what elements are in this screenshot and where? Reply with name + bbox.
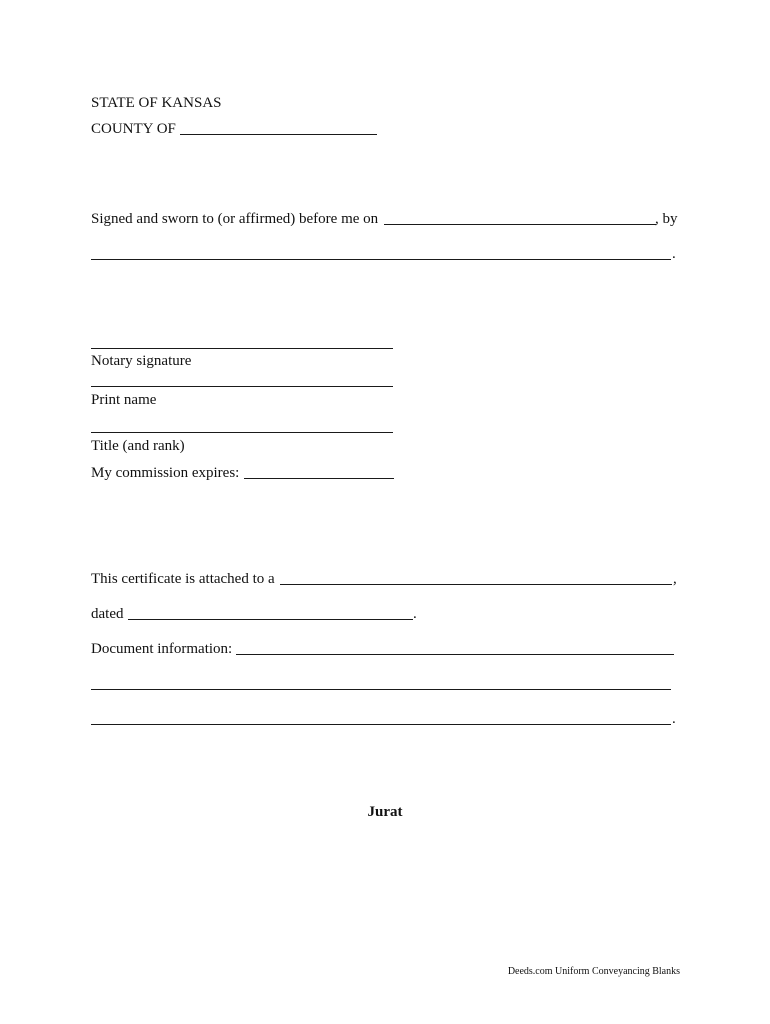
affiant-underline bbox=[91, 259, 671, 260]
attached-label: This certificate is attached to a bbox=[91, 571, 275, 587]
dated-field[interactable] bbox=[128, 601, 413, 619]
attached-comma: , bbox=[673, 571, 677, 587]
commission-expires-field[interactable] bbox=[244, 460, 394, 478]
affiant-period: . bbox=[672, 246, 676, 262]
document-info-field-2[interactable] bbox=[91, 671, 671, 689]
jurat-statement: Signed and sworn to (or affirmed) before me on bbox=[91, 211, 379, 227]
print-name-field[interactable] bbox=[91, 368, 393, 386]
document-info-underline-1 bbox=[236, 654, 674, 655]
county-underline bbox=[180, 134, 377, 135]
dated-period: . bbox=[413, 606, 417, 622]
jurat-date-underline bbox=[384, 224, 656, 225]
document-info-underline-3 bbox=[91, 724, 671, 725]
document-info-field-1[interactable] bbox=[236, 636, 674, 654]
county-label: COUNTY OF bbox=[91, 121, 176, 137]
document-info-label: Document information: bbox=[91, 641, 233, 657]
affiant-name-field[interactable] bbox=[91, 242, 671, 260]
title-rank-field[interactable] bbox=[91, 414, 393, 432]
print-name-label: Print name bbox=[91, 392, 157, 408]
print-name-underline bbox=[91, 386, 393, 387]
attached-document-field[interactable] bbox=[280, 566, 672, 584]
attached-underline bbox=[280, 584, 672, 585]
commission-label: My commission expires: bbox=[91, 465, 240, 481]
commission-underline bbox=[244, 478, 394, 479]
notary-signature-label: Notary signature bbox=[91, 353, 192, 369]
title-rank-label: Title (and rank) bbox=[91, 438, 185, 454]
document-info-period: . bbox=[672, 711, 676, 727]
by-suffix: , by bbox=[655, 211, 678, 227]
form-title: Jurat bbox=[367, 804, 403, 820]
dated-underline bbox=[128, 619, 413, 620]
notary-signature-field[interactable] bbox=[91, 330, 393, 348]
footer-text: Deeds.com Uniform Conveyancing Blanks bbox=[507, 966, 680, 977]
document-info-field-3[interactable] bbox=[91, 706, 671, 724]
county-field[interactable] bbox=[180, 116, 377, 134]
document-info-underline-2 bbox=[91, 689, 671, 690]
title-rank-underline bbox=[91, 432, 393, 433]
jurat-date-field[interactable] bbox=[384, 206, 656, 224]
state-label: STATE OF KANSAS bbox=[91, 95, 222, 111]
dated-label: dated bbox=[91, 606, 124, 622]
notary-signature-underline bbox=[91, 348, 393, 349]
